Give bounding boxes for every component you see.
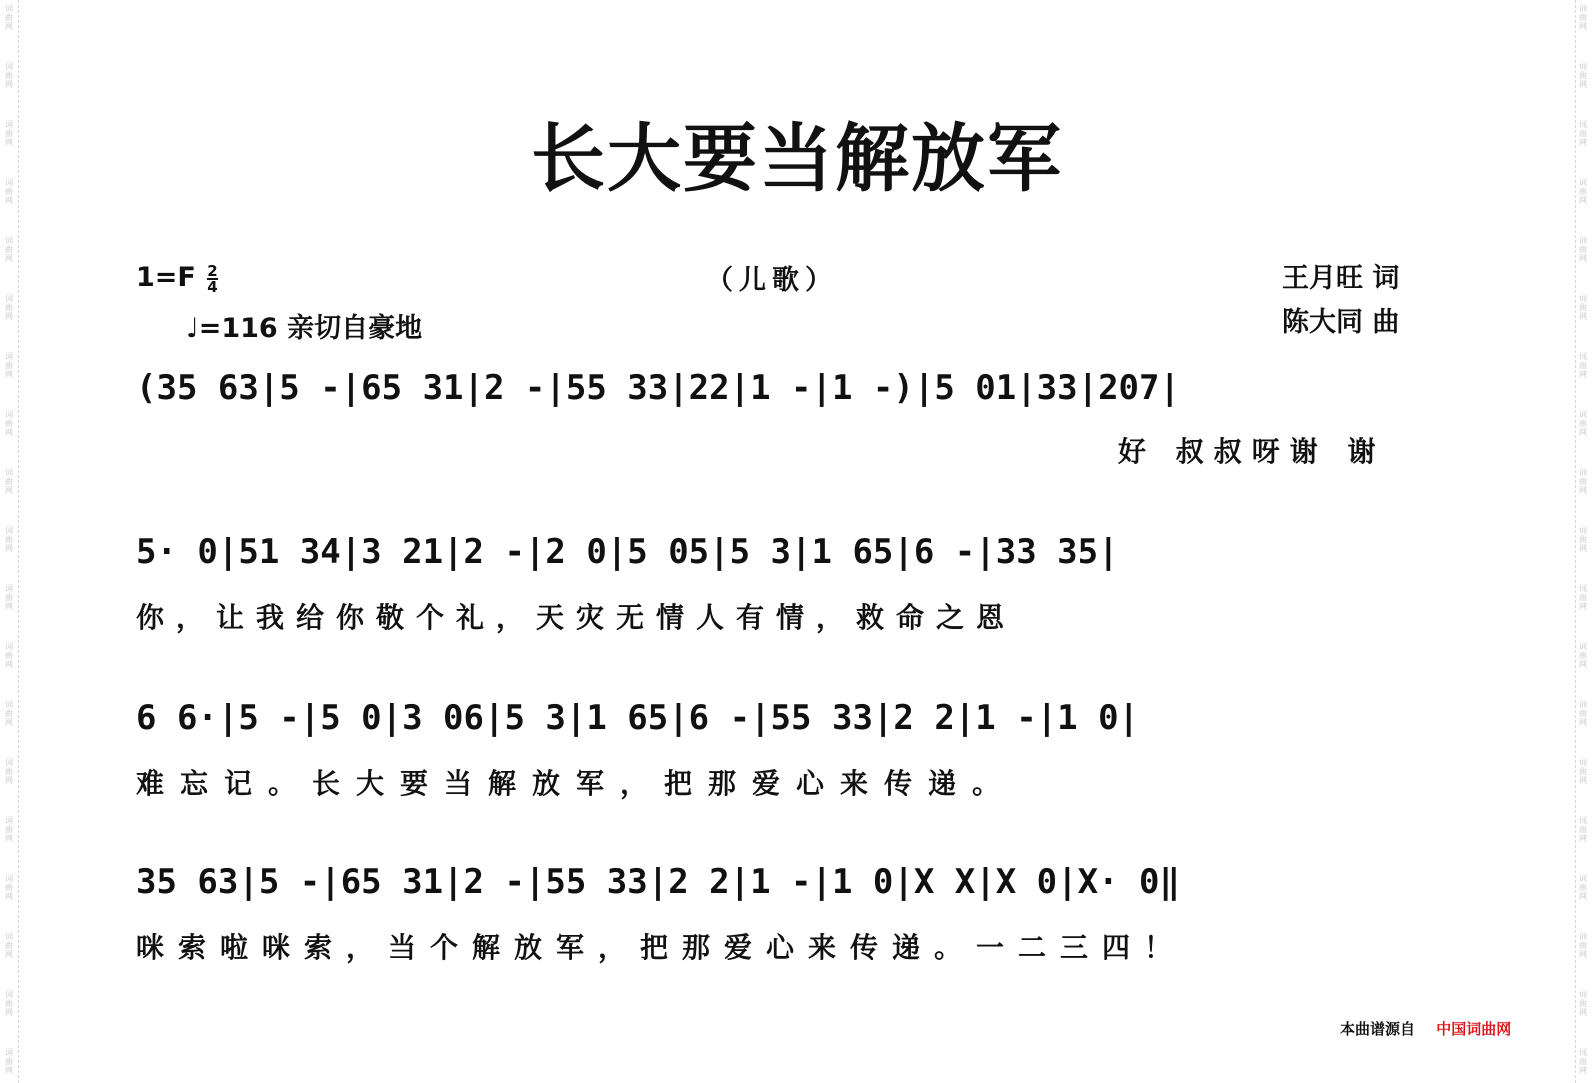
watermark-text: 词 曲 网 bbox=[1579, 584, 1587, 611]
watermark-text: 词 曲 网 bbox=[5, 526, 13, 553]
time-signature-bottom: 4 bbox=[207, 277, 218, 296]
watermark-text: 词 曲 网 bbox=[5, 62, 13, 89]
watermark-text: 词 曲 网 bbox=[1579, 526, 1587, 553]
watermark-text: 词 曲 网 bbox=[5, 4, 13, 31]
watermark-text: 词 曲 网 bbox=[1579, 1048, 1587, 1075]
footer-source-label: 本曲谱源自 bbox=[1340, 1020, 1416, 1038]
watermark-text: 词 曲 网 bbox=[5, 584, 13, 611]
watermark-text: 词 曲 网 bbox=[5, 410, 13, 437]
footer-source bbox=[1340, 1018, 1511, 1039]
key-signature bbox=[136, 262, 218, 294]
watermark-text: 词 曲 网 bbox=[5, 816, 13, 843]
watermark-text: 词 曲 网 bbox=[5, 294, 13, 321]
watermark-text: 词 曲 网 bbox=[1579, 990, 1587, 1017]
watermark-text: 词 曲 网 bbox=[1579, 294, 1587, 321]
watermark-text: 词 曲 网 bbox=[5, 932, 13, 959]
watermark-text: 词 曲 网 bbox=[1579, 874, 1587, 901]
time-signature-top: 2 bbox=[207, 261, 218, 280]
watermark-text: 词 曲 网 bbox=[1579, 410, 1587, 437]
watermark-text: 词 曲 网 bbox=[1579, 4, 1587, 31]
watermark-text: 词 曲 网 bbox=[1579, 932, 1587, 959]
watermark-text: 词 曲 网 bbox=[1579, 178, 1587, 205]
watermark-text: 词 曲 网 bbox=[5, 758, 13, 785]
lyrics-line-1: 好 叔叔呀谢 谢 bbox=[1118, 435, 1386, 468]
tempo-marking: ♩=116 亲切自豪地 bbox=[186, 313, 423, 344]
watermark-text: 词 曲 网 bbox=[1579, 352, 1587, 379]
watermark-text: 词 曲 网 bbox=[1579, 120, 1587, 147]
lyricist-credit: 王月旺 词 bbox=[1282, 263, 1400, 294]
watermark-text: 词 曲 网 bbox=[1579, 816, 1587, 843]
watermark-text: 词 曲 网 bbox=[1579, 468, 1587, 495]
notation-line-3: 6 6·|5 -|5 0|3 06|5 3|1 65|6 -|55 33|2 2|1 -|1 0| bbox=[136, 698, 1140, 738]
key-signature-text: 1=F bbox=[136, 262, 196, 293]
composer-credit: 陈大同 曲 bbox=[1282, 307, 1400, 338]
watermark-text: 词 曲 网 bbox=[5, 352, 13, 379]
watermark-text: 词 曲 网 bbox=[5, 990, 13, 1017]
notation-line-4: 35 63|5 -|65 31|2 -|55 33|2 2|1 -|1 0|X X|X 0|X· 0‖ bbox=[136, 862, 1180, 902]
watermark-text: 词 曲 网 bbox=[5, 178, 13, 205]
genre-label: （儿歌） bbox=[706, 265, 838, 296]
watermark-text: 词 曲 网 bbox=[5, 120, 13, 147]
lyrics-line-2: 你，让我给你敬个礼，天灾无情人有情，救命之恩 bbox=[136, 601, 1017, 634]
footer-brand-link[interactable]: 中国词曲网 bbox=[1436, 1020, 1512, 1038]
page-title: 长大要当解放军 bbox=[531, 116, 1063, 202]
watermark-text: 词 曲 网 bbox=[1579, 236, 1587, 263]
watermark-text: 词 曲 网 bbox=[5, 700, 13, 727]
notation-line-2: 5· 0|51 34|3 21|2 -|2 0|5 05|5 3|1 65|6 -|33 35| bbox=[136, 532, 1119, 572]
watermark-text: 词 曲 网 bbox=[5, 1048, 13, 1075]
watermark-text: 词 曲 网 bbox=[5, 642, 13, 669]
watermark-text: 词 曲 网 bbox=[5, 874, 13, 901]
watermark-text: 词 曲 网 bbox=[5, 236, 13, 263]
watermark-text: 词 曲 网 bbox=[1579, 62, 1587, 89]
watermark-text: 词 曲 网 bbox=[5, 468, 13, 495]
watermark-text: 词 曲 网 bbox=[1579, 758, 1587, 785]
watermark-text: 词 曲 网 bbox=[1579, 700, 1587, 727]
notation-line-1: (35 63|5 -|65 31|2 -|55 33|22|1 -|1 -)|5 01|33|207| bbox=[136, 368, 1180, 408]
lyrics-line-4: 咪索啦咪索，当个解放军，把那爱心来传递。一二三四！ bbox=[136, 931, 1187, 964]
watermark-text: 词 曲 网 bbox=[1579, 642, 1587, 669]
lyrics-line-3: 难忘记。长大要当解放军，把那爱心来传递。 bbox=[136, 767, 1017, 800]
time-signature bbox=[207, 261, 218, 296]
